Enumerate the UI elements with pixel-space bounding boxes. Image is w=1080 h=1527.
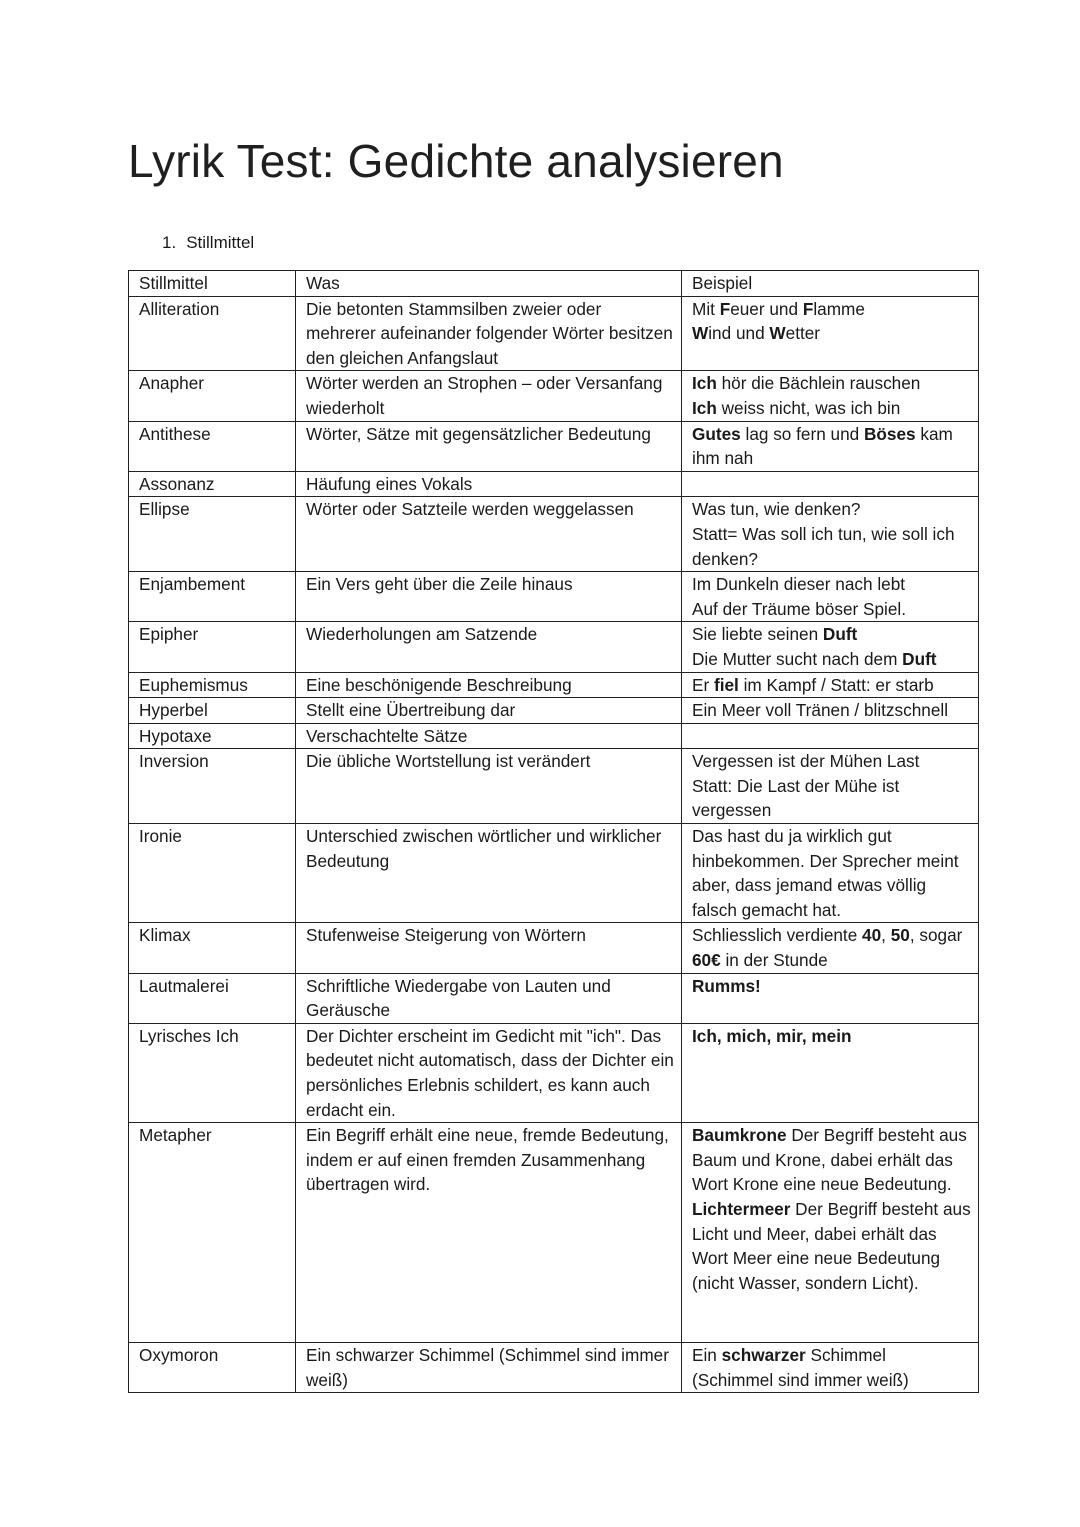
definition-cell: Stellt eine Übertreibung dar bbox=[296, 698, 682, 724]
example-cell: Ich hör die Bächlein rauschen Ich weiss nicht, was ich bin bbox=[682, 371, 979, 421]
table-row bbox=[129, 824, 979, 923]
definition-cell: Wörter, Sätze mit gegensätzlicher Bedeutung bbox=[296, 421, 682, 471]
table-row bbox=[129, 421, 979, 471]
table-row bbox=[129, 1023, 979, 1122]
page-title: Lyrik Test: Gedichte analysieren bbox=[128, 135, 784, 187]
example-cell: Im Dunkeln dieser nach lebt Auf der Träume böser Spiel. bbox=[682, 572, 979, 622]
term-cell: Assonanz bbox=[129, 471, 296, 497]
example-cell bbox=[682, 723, 979, 749]
definition-cell: Wörter werden an Strophen – oder Versanfang wiederholt bbox=[296, 371, 682, 421]
definition-cell: Ein schwarzer Schimmel (Schimmel sind immer weiß) bbox=[296, 1343, 682, 1393]
table-row bbox=[129, 749, 979, 824]
table-row bbox=[129, 973, 979, 1023]
example-cell: Sie liebte seinen Duft Die Mutter sucht nach dem Duft bbox=[682, 622, 979, 672]
term-cell: Lyrisches Ich bbox=[129, 1023, 296, 1122]
term-cell: Alliteration bbox=[129, 296, 296, 371]
example-cell: Ein Meer voll Tränen / blitzschnell bbox=[682, 698, 979, 724]
table-row bbox=[129, 471, 979, 497]
table-row bbox=[129, 672, 979, 698]
example-cell: Baumkrone Der Begriff besteht aus Baum und Krone, dabei erhält das Wort Krone eine neue Bedeutung. Lichtermeer Der Begriff besteht aus Licht und Meer, dabei erhält das Wort Meer eine neue Bedeutung (nicht Wasser, sondern Licht). bbox=[682, 1123, 979, 1343]
term-cell: Ellipse bbox=[129, 497, 296, 572]
definition-cell: Verschachtelte Sätze bbox=[296, 723, 682, 749]
table-row bbox=[129, 923, 979, 973]
definition-cell: Die übliche Wortstellung ist verändert bbox=[296, 749, 682, 824]
definition-cell: Unterschied zwischen wörtlicher und wirklicher Bedeutung bbox=[296, 824, 682, 923]
term-cell: Antithese bbox=[129, 421, 296, 471]
term-cell: Hypotaxe bbox=[129, 723, 296, 749]
term-cell: Oxymoron bbox=[129, 1343, 296, 1393]
table-row bbox=[129, 296, 979, 371]
section-label: Stillmittel bbox=[186, 233, 255, 252]
example-cell: Das hast du ja wirklich gut hinbekommen. Der Sprecher meint aber, dass jemand etwas völlig falsch gemacht hat. bbox=[682, 824, 979, 923]
term-cell: Ironie bbox=[129, 824, 296, 923]
definition-cell: Die betonten Stammsilben zweier oder mehrerer aufeinander folgender Wörter besitzen den gleichen Anfangslaut bbox=[296, 296, 682, 371]
section-heading bbox=[162, 233, 254, 253]
table-row bbox=[129, 723, 979, 749]
example-cell: Vergessen ist der Mühen Last Statt: Die Last der Mühe ist vergessen bbox=[682, 749, 979, 824]
table-row bbox=[129, 497, 979, 572]
table-header-row bbox=[129, 271, 979, 297]
definition-cell: Häufung eines Vokals bbox=[296, 471, 682, 497]
term-cell: Inversion bbox=[129, 749, 296, 824]
term-cell: Hyperbel bbox=[129, 698, 296, 724]
example-cell: Rumms! bbox=[682, 973, 979, 1023]
header-stillmittel: Stillmittel bbox=[129, 271, 296, 297]
definition-cell: Wiederholungen am Satzende bbox=[296, 622, 682, 672]
example-cell bbox=[682, 471, 979, 497]
header-beispiel: Beispiel bbox=[682, 271, 979, 297]
example-cell: Ein schwarzer Schimmel (Schimmel sind immer weiß) bbox=[682, 1343, 979, 1393]
term-cell: Lautmalerei bbox=[129, 973, 296, 1023]
example-cell: Was tun, wie denken? Statt= Was soll ich tun, wie soll ich denken? bbox=[682, 497, 979, 572]
definition-cell: Ein Begriff erhält eine neue, fremde Bedeutung, indem er auf einen fremden Zusammenhang übertragen wird. bbox=[296, 1123, 682, 1343]
definition-cell: Ein Vers geht über die Zeile hinaus bbox=[296, 572, 682, 622]
section-number: 1. bbox=[162, 233, 177, 252]
example-cell: Gutes lag so fern und Böses kam ihm nah bbox=[682, 421, 979, 471]
definition-cell: Schriftliche Wiedergabe von Lauten und Geräusche bbox=[296, 973, 682, 1023]
table-row bbox=[129, 1343, 979, 1393]
example-cell: Mit Feuer und Flamme Wind und Wetter bbox=[682, 296, 979, 371]
table-row bbox=[129, 371, 979, 421]
definition-cell: Stufenweise Steigerung von Wörtern bbox=[296, 923, 682, 973]
stilmittel-table bbox=[128, 270, 979, 1393]
term-cell: Metapher bbox=[129, 1123, 296, 1343]
term-cell: Euphemismus bbox=[129, 672, 296, 698]
term-cell: Klimax bbox=[129, 923, 296, 973]
term-cell: Enjambement bbox=[129, 572, 296, 622]
term-cell: Anapher bbox=[129, 371, 296, 421]
example-cell: Ich, mich, mir, mein bbox=[682, 1023, 979, 1122]
header-was: Was bbox=[296, 271, 682, 297]
definition-cell: Wörter oder Satzteile werden weggelassen bbox=[296, 497, 682, 572]
definition-cell: Der Dichter erscheint im Gedicht mit "ich". Das bedeutet nicht automatisch, dass der Dichter ein persönliches Erlebnis schildert, es kann auch erdacht ein. bbox=[296, 1023, 682, 1122]
example-cell: Er fiel im Kampf / Statt: er starb bbox=[682, 672, 979, 698]
term-cell: Epipher bbox=[129, 622, 296, 672]
table-row bbox=[129, 1123, 979, 1343]
table-row bbox=[129, 572, 979, 622]
table-row bbox=[129, 622, 979, 672]
example-cell: Schliesslich verdiente 40, 50, sogar 60€ in der Stunde bbox=[682, 923, 979, 973]
definition-cell: Eine beschönigende Beschreibung bbox=[296, 672, 682, 698]
table-row bbox=[129, 698, 979, 724]
